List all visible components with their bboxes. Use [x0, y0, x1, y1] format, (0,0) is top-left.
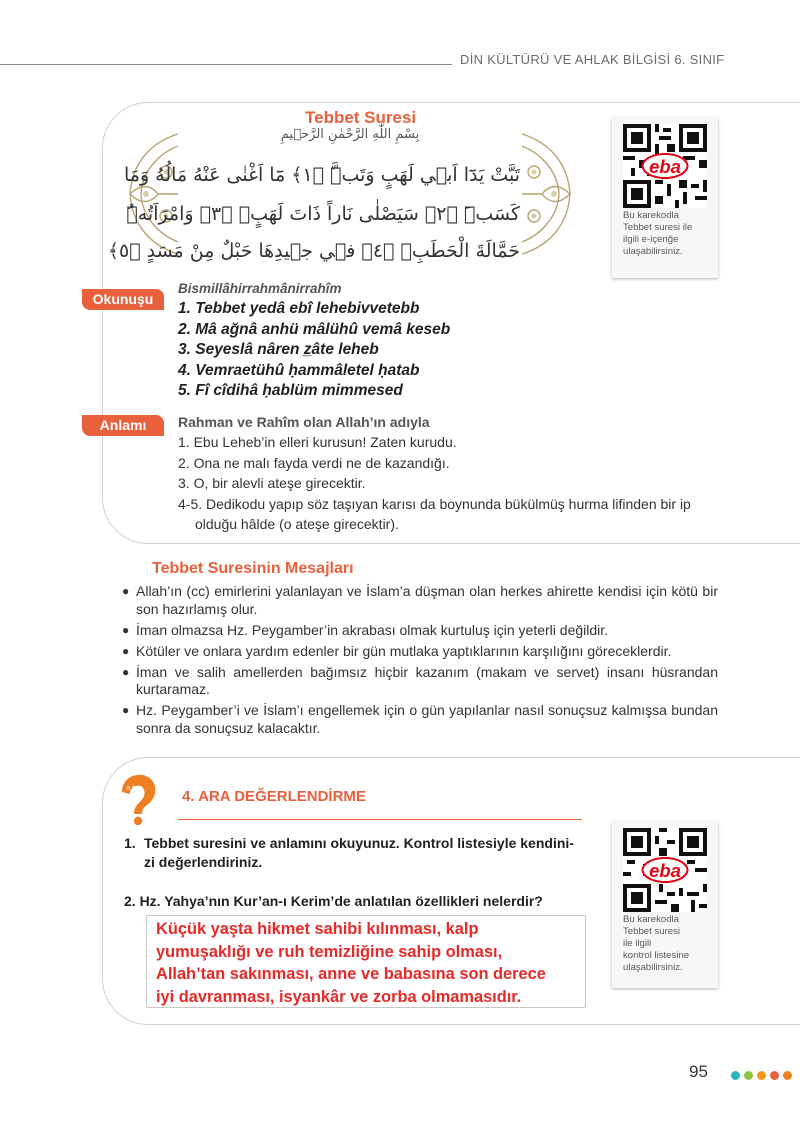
- arabic-line: كَسَبَۜ ﴿٢﴾ سَيَصْلٰى نَاراً ذَاتَ لَهَبٍۚ ﴿٣﴾ وَامْرَاَتُهُۜ: [126, 203, 520, 225]
- bullet-icon: ●: [122, 643, 130, 658]
- list-item: ● Hz. Peygamber’i ve İslam’ı engellemek için o gün yapılanlar nasıl sonuçsuz kalmışsa bundan sonra da sonuçsuz kalacaktır.: [122, 702, 718, 736]
- dot-icon: [783, 1071, 792, 1080]
- question-head-icon: [116, 770, 162, 826]
- arabic-basmala: بِسْمِ اللّٰهِ الرَّحْمٰنِ الرَّح۪يمِ: [280, 127, 420, 142]
- answer-box: [146, 915, 586, 1008]
- bullet-icon: ●: [122, 584, 130, 598]
- qr-caption: Bu karekodla Tebbet suresi ile ilgili kontrol listesine ulaşabilirsiniz.: [623, 914, 690, 973]
- svg-text:eba: eba: [649, 859, 681, 881]
- okunus-line: 1. Tebbet yedâ ebî lehebivvetebb: [178, 300, 420, 317]
- okunus-line: 4. Vemraetühû ḥammâletel ḥatab: [178, 361, 420, 379]
- anlam-line: 3. O, bir alevli ateşe girecektir.: [178, 475, 366, 491]
- anlam-block: [178, 412, 723, 535]
- question-1: 1. Tebbet suresini ve anlamını okuyunuz. Kontrol listesiyle kendini- zi değerlendiriniz.: [124, 835, 574, 870]
- page-number: 95: [689, 1062, 708, 1081]
- list-item: ● İman ve salih amellerden bağımsız hiçbir kazanım (makam ve servet) insanı hüsrandan kurtaramaz.: [122, 663, 718, 697]
- anlam-line: 4-5. Dedikodu yapıp söz taşıyan karısı da boynunda bükülmüş hurma lifinden bir ip olduğu hâlde (o ateşe girecektir).: [178, 495, 691, 532]
- left-ornament-icon: [122, 132, 180, 256]
- qr-card[interactable]: [612, 118, 718, 278]
- okunus-label: Okunuşu: [82, 289, 164, 310]
- dot-icon: [731, 1071, 740, 1080]
- dot-icon: [770, 1071, 779, 1080]
- svg-text:a b c: a b c: [126, 785, 142, 792]
- okunus-line: 2. Mâ ağnâ anhü mâlühû vemâ keseb: [178, 320, 451, 338]
- bullet-icon: ●: [122, 622, 130, 637]
- list-item: ● Kötüler ve onlara yardım edenler bir gün mutlaka yaptıklarının karşılığını göreceklerdir.: [122, 642, 672, 659]
- okunus-basmala: Bismillâhirrahmânirrahîm: [178, 281, 342, 296]
- okunus-block: [178, 281, 450, 402]
- dot-icon: [744, 1071, 753, 1080]
- anlam-label: Anlamı: [82, 415, 164, 436]
- anlam-basmala: Rahman ve Rahîm olan Allah’ın adıyla: [178, 414, 430, 430]
- arabic-line: حَمَّالَةَ الْحَطَبِۚ ﴿٤﴾ ف۪ي ج۪يدِهَا حَبْلٌ مِنْ مَسَدٍ ﴿٥﴾: [107, 240, 520, 262]
- list-item: ● Allah’ın (cc) emirlerini yalanlayan ve İslam’a düşman olan herkes ahirette kendisi için kötü bir son hazırlamış olur.: [122, 583, 718, 617]
- question-2: 2. Hz. Yahya’nın Kur’an-ı Kerim’de anlatılan özellikleri nelerdir?: [124, 893, 543, 909]
- messages-title: Tebbet Suresinin Mesajları: [152, 560, 354, 577]
- answer-text: Küçük yaşta hikmet sahibi kılınması, kalp yumuşaklığı ve ruh temizliğine sahip olması, Allah’tan sakınması, anne ve babasına son derece iyi davranması, isyankâr ve zorba olmamasıdır.: [156, 920, 546, 1006]
- messages-list: [122, 583, 718, 741]
- qr-caption: Bu karekodla Tebbet suresi ile ilgili e-içeriğe ulaşabilirsiniz.: [623, 210, 693, 257]
- arabic-line: تَبَّتْ يَدَٓا اَب۪ي لَهَبٍ وَتَبَّۜ ﴿١﴾ مَٓا اَغْنٰى عَنْهُ مَالُهُ وَمَا: [124, 164, 520, 186]
- right-ornament-icon: [520, 132, 578, 256]
- qr-code-icon[interactable]: [623, 828, 707, 912]
- list-item: ● İman olmazsa Hz. Peygamber’in akrabası olmak kurtuluş için yeterli değildir.: [122, 621, 609, 638]
- bullet-icon: ●: [122, 664, 130, 679]
- book-title: DİN KÜLTÜRÜ VE AHLAK BİLGİSİ 6. SINIF: [460, 52, 725, 67]
- header-rule: [0, 64, 452, 65]
- okunus-line: 5. Fî cîdihâ ḥablüm mimmesed: [178, 382, 403, 399]
- qr-code-icon[interactable]: [623, 124, 707, 208]
- color-dots: [731, 1067, 796, 1085]
- svg-text:eba: eba: [649, 155, 681, 177]
- okunus-line: 3. Seyeslâ nâren z̲âte leheb: [178, 341, 379, 358]
- bullet-icon: ●: [122, 703, 130, 717]
- dot-icon: [757, 1071, 766, 1080]
- anlam-line: 2. Ona ne malı fayda verdi ne de kazandığı.: [178, 454, 450, 471]
- anlam-line: 1. Ebu Leheb’in elleri kurusun! Zaten kurudu.: [178, 434, 457, 450]
- qr-card[interactable]: [612, 822, 718, 988]
- sure-title: Tebbet Suresi: [305, 108, 417, 127]
- section-title: 4. ARA DEĞERLENDİRME: [182, 788, 366, 805]
- section-underline: [178, 819, 582, 820]
